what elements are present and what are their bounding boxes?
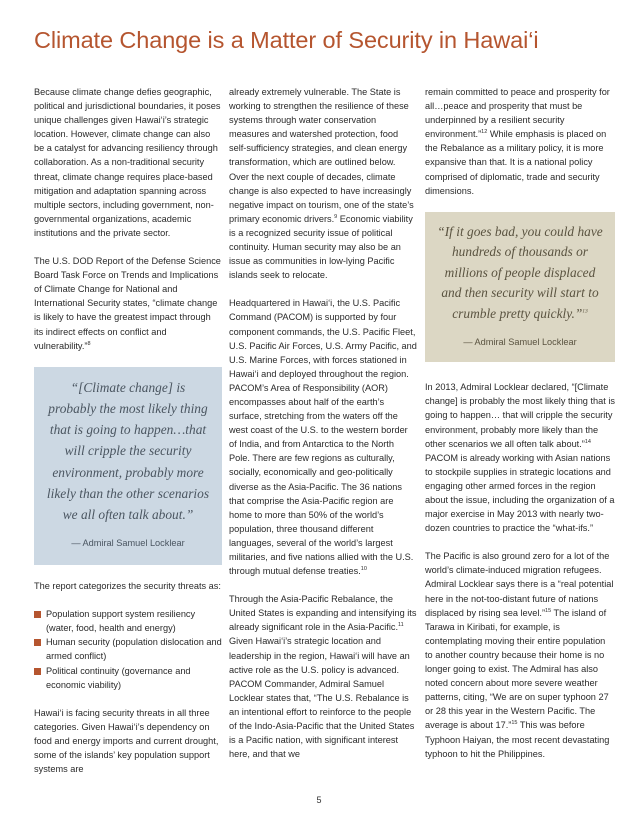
- list-item: Human security (population dislocation and armed conflict): [34, 635, 222, 663]
- paragraph: Headquartered in Hawai‘i, the U.S. Pacific Command (PACOM) is supported by four component commands, the U.S. Pacific Fleet, U.S. Pacific Air Forces, U.S. Army Pacific, and U.S. Marine Forces, with forces stationed in Hawai‘i and deployed throughout the region. PACOM’s Area of Responsibility (AOR) encompasses about half of the earth’s surface, stretching from the waters off the west coast of the U.S. to the western border of India, and from Antarctica to the North Pole. There are few regions as culturally, socially, economically and geo-politically diverse as the Asia-Pacific. The 36 nations that comprise the Asia-Pacific region are home to more than 50% of the world’s population, three thousand different languages, several of the world’s largest militaries, and five nations allied with the U.S. through mutual defense treaties.$^{10}$: [229, 298, 417, 577]
- paragraph: Through the Asia-Pacific Rebalance, the United States is expanding and intensifying its already significant role in the Asia-Pacific.$^{11}$ Given Hawai‘i’s strategic location and leadership in the region, Hawai‘i will have an active role as the U.S. policy is advanced. PACOM Commander, Admiral Samuel Locklear states that, “The U.S. Rebalance is an intentional effort to reinforce to the people of the Indo-Asia-Pacific that the United States is a Pacific nation, with significant interest here, and that we: [229, 594, 417, 760]
- footnote-ref: 15: [545, 607, 552, 614]
- pull-quote: [425, 212, 615, 363]
- square-bullet-icon: [34, 639, 41, 646]
- pull-quote-text: “If it goes bad, you could have hundreds of thousands or millions of people displaced and then security will start to crumble pretty quickly.”: [437, 223, 603, 321]
- paragraph: Because climate change defies geographic, political and jurisdictional boundaries, it poses unique challenges given Hawai‘i’s strategic location. However, climate change can also be a catalyst for advancing resiliency through collaboration. As a non-traditional security threat, climate change requires place-based mitigation and adaptation spanning across multiple sectors, including government, non-governmental organizations, academic institutions and the private sector.: [34, 87, 221, 238]
- footnote-ref: 10: [360, 566, 367, 573]
- paragraph: In 2013, Admiral Locklear declared, “[Climate change] is probably the most likely thing that is going to happen… that will cripple the security environment, probably more likely than the other scenarios we all often talk about.”$^{14}$ PACOM is already working with Asian nations to stockpile supplies in strategic locations and engaging other armed forces in the region about the issue, including the organization of a major exercise in May 2013 with nearly two-dozen countries to practice the “what-ifs.”: [425, 382, 615, 534]
- paragraph: already extremely vulnerable. The State is working to strengthen the resilience of these systems through water conservation measures and watershed protection, food self-sufficiency strategies, and clean energy transformation, which are outlined below. Over the next couple of decades, climate change is also expected to have increasingly negative impact on tourism, one of the state’s primary economic drivers.$^9$ Economic viability is a recognized security issue of political continuity. Human security may also be an issue as communities in low-lying Pacific islands seek to relocate.: [229, 87, 414, 281]
- paragraph: Hawai‘i is facing security threats in all three categories. Given Hawai‘i’s dependency on food and energy imports and current drought, some of the islands’ key population support systems are: [34, 707, 219, 775]
- square-bullet-icon: [34, 611, 41, 618]
- paragraph: remain committed to peace and prosperity for all…peace and prosperity that must be underpinned by a resilient security environment.”$^{12}$ While emphasis is placed on the Rebalance as a military policy, it is more expansive than that. It is a national policy comprised of diplomatic, trade and security dimensions.: [425, 87, 610, 196]
- footnote-ref: 11: [398, 622, 404, 629]
- footnote-ref: 14: [584, 438, 591, 445]
- page-number: 5: [316, 795, 322, 805]
- pull-quote-attribution: — Admiral Samuel Locklear: [71, 538, 185, 549]
- list-item: Population support system resiliency (water, food, health and energy): [34, 607, 222, 635]
- column-3: [425, 85, 615, 775]
- paragraph: The report categorizes the security threats as:: [34, 581, 221, 592]
- footnote-ref: 9: [334, 213, 338, 220]
- footnote-ref: 15: [511, 720, 518, 727]
- paragraph: The Pacific is also ground zero for a lot of the world’s climate-induced migration refugees. Admiral Locklear says there is a “real potential here in the not-too-distant future of nations displaced by rising sea level.”$^{15}$ The island of Tarawa in Kiribati, for example, is contemplating moving their entire population to another country because their home is no longer going to exist. The Admiral has also noted concern about more severe weather patterns, citing, “We are on super typhoon 27 or 28 this year in the Western Pacific. The average is about 17.”$^{15}$ This was before Typhoon Haiyan, the most recent devastating typhoon to hit the Philippines.: [425, 551, 614, 759]
- list-item: Political continuity (governance and economic viability): [34, 664, 222, 692]
- footnote-ref: 13: [582, 308, 588, 315]
- pull-quote-attribution: — Admiral Samuel Locklear: [463, 337, 577, 348]
- column-1: [34, 85, 222, 790]
- threat-list: [34, 607, 222, 692]
- pull-quote: [34, 367, 222, 565]
- column-2: [229, 85, 417, 775]
- footnote-ref: 12: [481, 129, 488, 136]
- pull-quote-text: “[Climate change] is probably the most likely thing that is going to happen…that will cripple the security environment, probably more likely than the other scenarios we all often talk about.”: [46, 379, 210, 522]
- page-title: Climate Change is a Matter of Security in Hawai‘i: [34, 27, 539, 53]
- footnote-ref: 8: [87, 340, 91, 347]
- paragraph: The U.S. DOD Report of the Defense Science Board Task Force on Trends and Implications of Climate Change for National and International Security states, “climate change is likely to have the greatest impact through its indirect effects on conflict and vulnerability.”$^8$: [34, 256, 221, 351]
- square-bullet-icon: [34, 668, 41, 675]
